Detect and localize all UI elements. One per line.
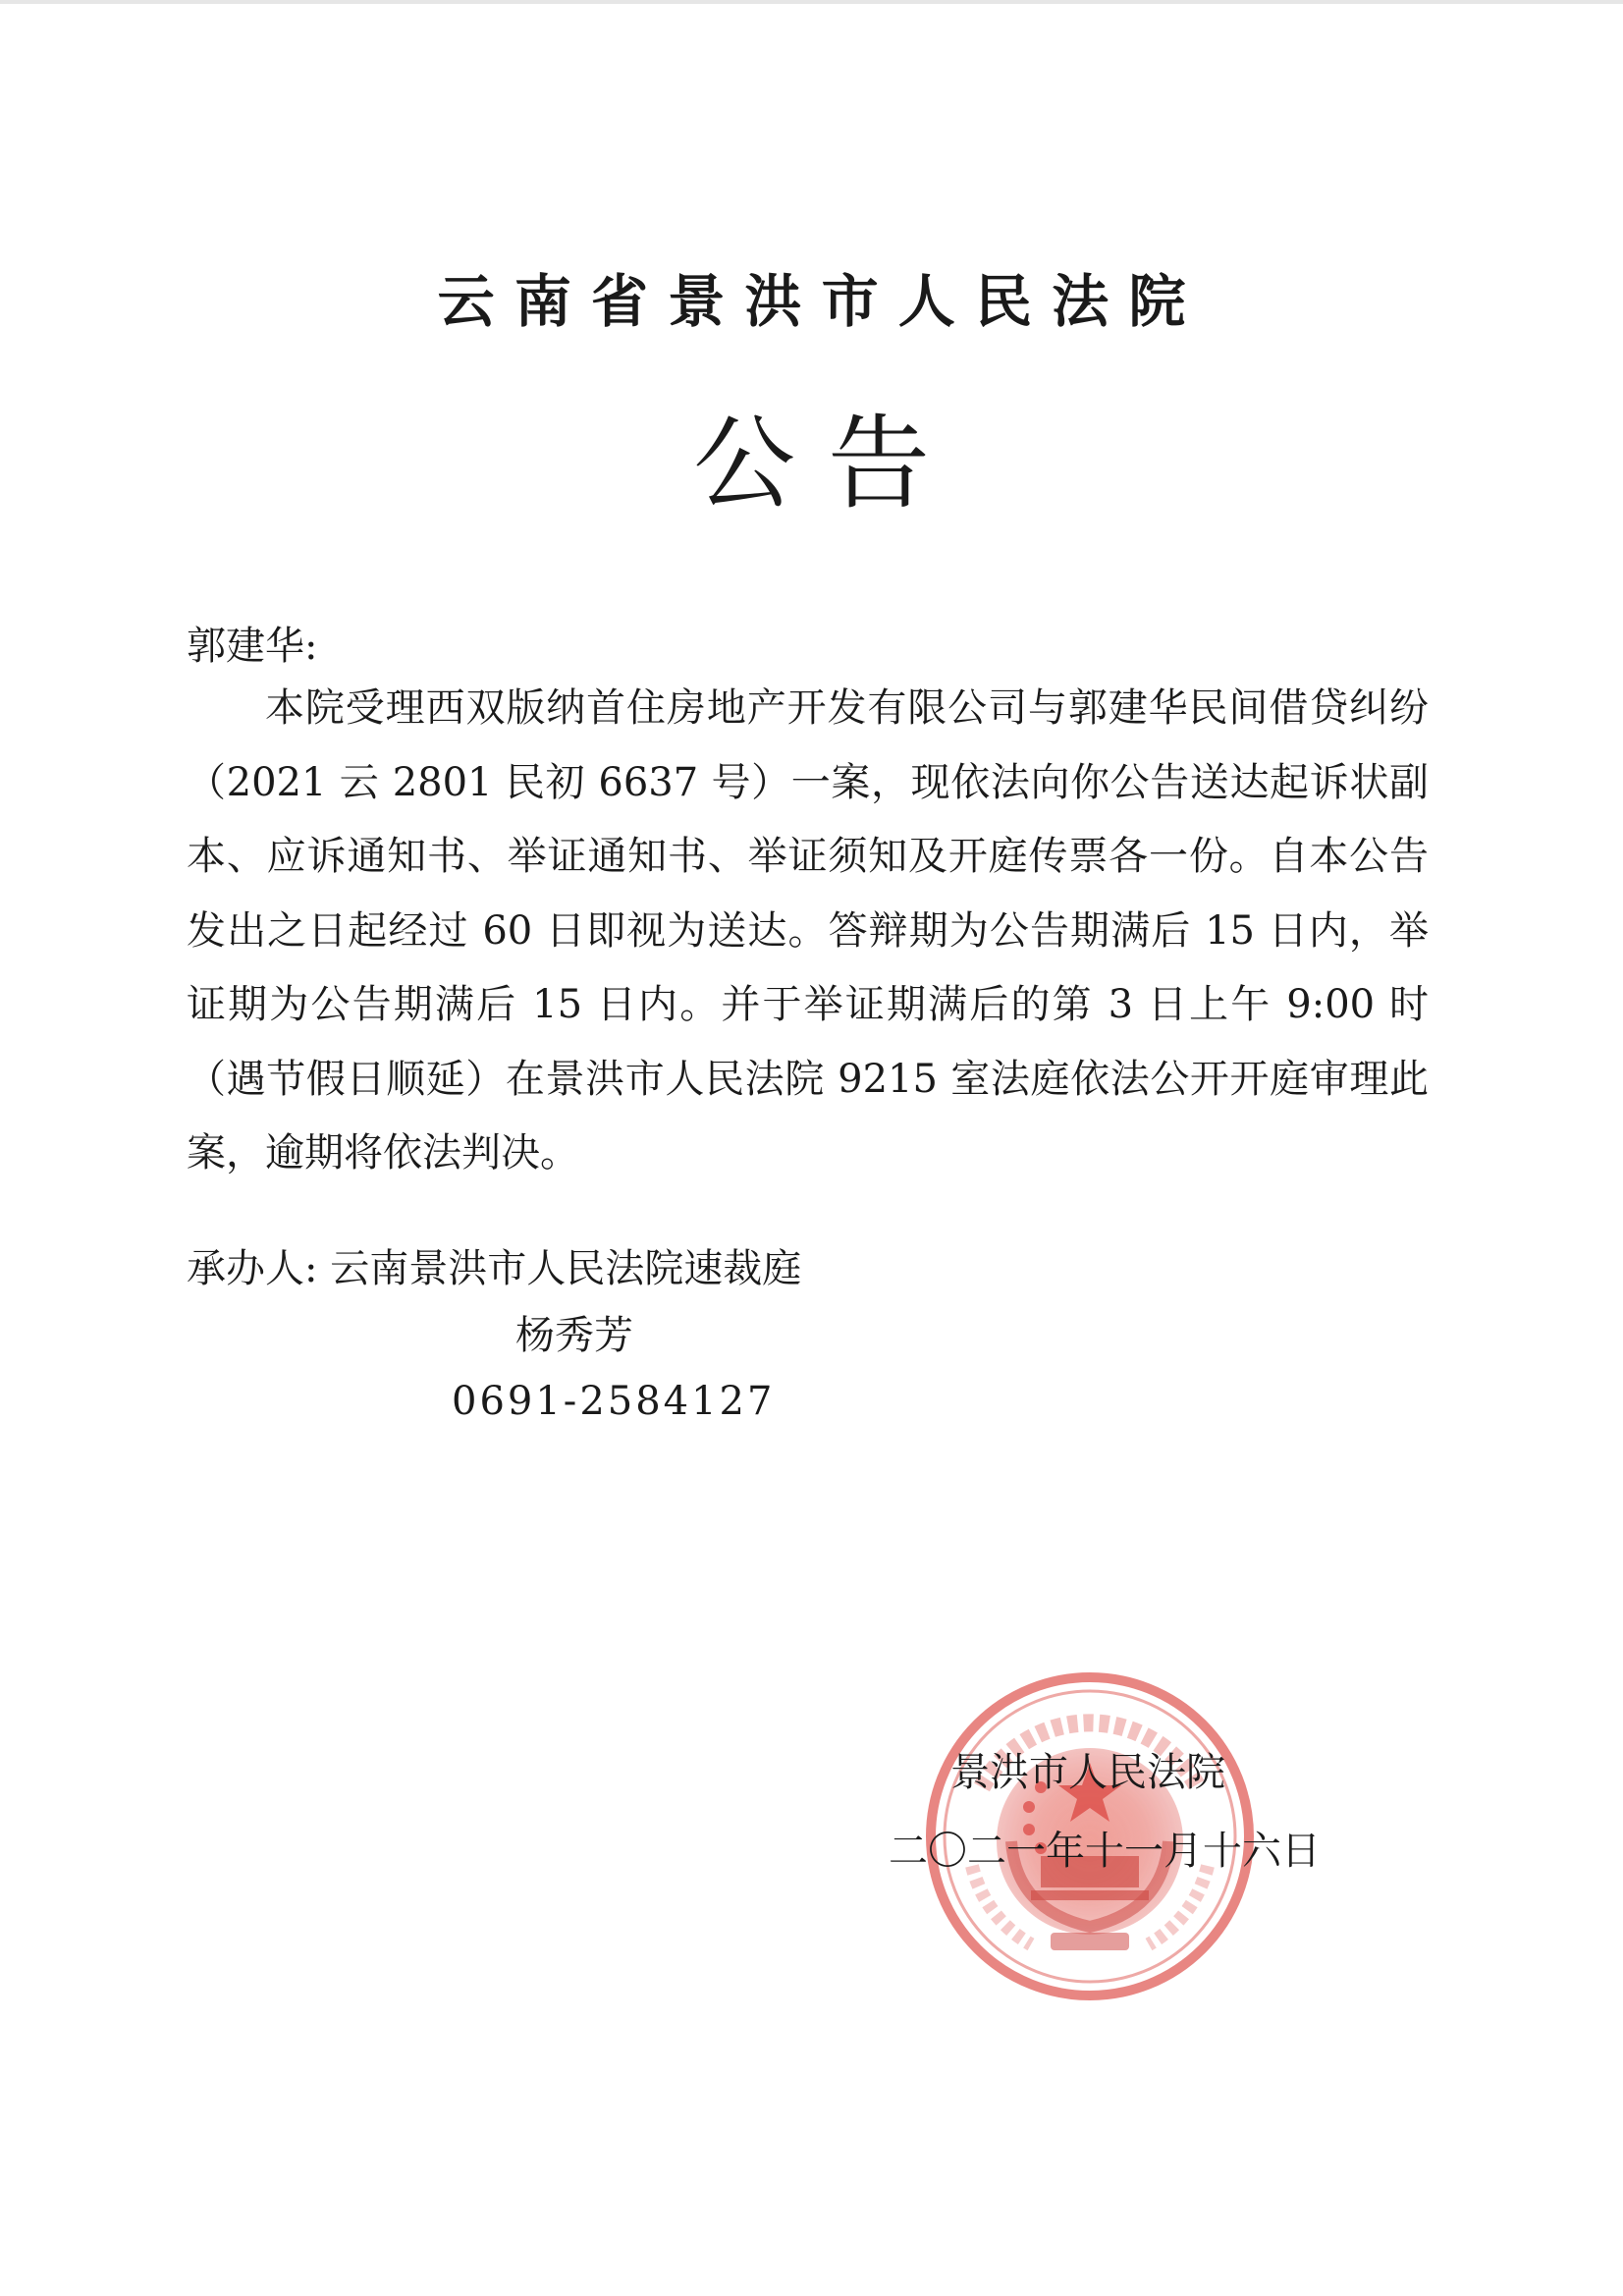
handler-phone: 0691-2584127 — [452, 1379, 776, 1424]
signing-date: 二〇二一年十一月十六日 — [889, 1829, 1321, 1874]
handler-name: 杨秀芳 — [515, 1313, 633, 1358]
court-name-heading: 云 南 省 景 洪 市 人 民 法 院 — [437, 268, 1186, 335]
scan-edge — [0, 0, 1623, 4]
signing-court: 景洪市人民法院 — [950, 1750, 1225, 1795]
notice-body: 本院受理西双版纳首住房地产开发有限公司与郭建华民间借贷纠纷（2021 云 2801 民初 6637 号）一案，现依法向你公告送达起诉状副本、应诉通知书、举证通知书、举证须知及开庭传票各一份。自本公告发出之日起经过 60 日即视为送达。答辩期为公告期满后 15 日内，举证期为公告期满后 15 日内。并于举证期满后的第 3 日上午 9:00 时（遇节假日顺延）在景洪市人民法院 9215 室法庭依法公开开庭审理此案，逾期将依法判决。 — [187, 685, 1429, 1175]
handler-line: 承办人: 云南景洪市人民法院速裁庭 — [187, 1246, 802, 1291]
notice-title: 公 告 — [692, 404, 931, 523]
addressee: 郭建华: — [187, 624, 318, 669]
